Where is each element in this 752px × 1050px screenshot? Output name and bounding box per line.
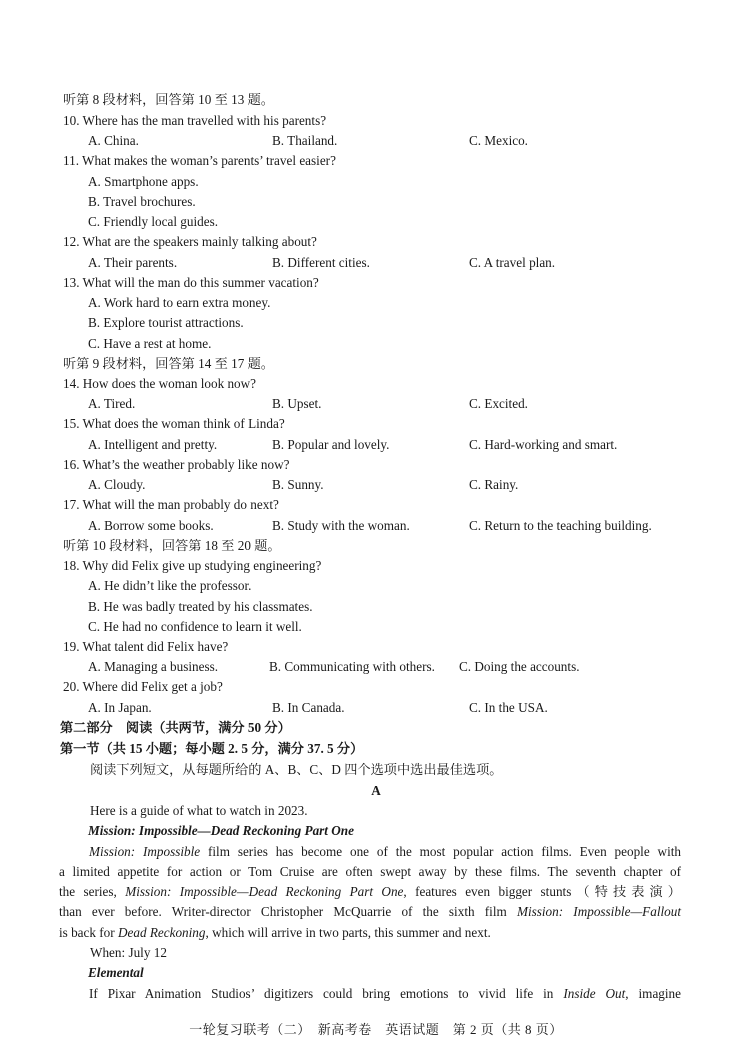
passage-line: the series, Mission: Impossible—Dead Reckoning Part One, features even bigger stunts（特技表演） xyxy=(59,884,681,899)
option-a: A. In Japan. xyxy=(88,700,152,715)
passage-intro: Here is a guide of what to watch in 2023. xyxy=(90,803,308,818)
question-stem: 14. How does the woman look now? xyxy=(63,376,257,391)
part-title: 第二部分 阅读（共两节，满分 50 分） xyxy=(60,720,291,735)
passage-line: is back for Dead Reckoning, which will arrive in two parts, this summer and next. xyxy=(59,925,491,940)
option-b: B. Sunny. xyxy=(272,477,324,492)
film-title: Mission: Impossible—Dead Reckoning Part One xyxy=(88,823,354,838)
option-c: C. A travel plan. xyxy=(469,255,556,270)
option-c: C. He had no confidence to learn it well. xyxy=(88,619,302,634)
instruction-text: 阅读下列短文，从每题所给的 A、B、C、D 四个选项中选出最佳选项。 xyxy=(90,762,503,777)
option-b: B. In Canada. xyxy=(272,700,345,715)
question-stem: 20. Where did Felix get a job? xyxy=(63,679,223,694)
option-b: B. Travel brochures. xyxy=(88,194,196,209)
option-a: A. China. xyxy=(88,133,139,148)
option-a: A. Managing a business. xyxy=(88,659,219,674)
option-c: C. Rainy. xyxy=(469,477,519,492)
option-c: C. Mexico. xyxy=(469,133,528,148)
option-a: A. Work hard to earn extra money. xyxy=(88,295,271,310)
film-title: Elemental xyxy=(88,965,144,980)
option-b: B. Popular and lovely. xyxy=(272,437,390,452)
option-a: A. Their parents. xyxy=(88,255,178,270)
question-stem: 18. Why did Felix give up studying engineering? xyxy=(63,558,322,573)
option-b: B. Explore tourist attractions. xyxy=(88,315,244,330)
option-c: C. Doing the accounts. xyxy=(459,659,580,674)
question-stem: 10. Where has the man travelled with his parents? xyxy=(63,113,327,128)
question-stem: 17. What will the man probably do next? xyxy=(63,497,279,512)
option-c: C. Hard-working and smart. xyxy=(469,437,618,452)
option-b: B. Upset. xyxy=(272,396,322,411)
section-heading: 听第 8 段材料，回答第 10 至 13 题。 xyxy=(63,92,274,107)
option-c: C. Friendly local guides. xyxy=(88,214,219,229)
option-b: B. Study with the woman. xyxy=(272,518,410,533)
section-heading: 听第 10 段材料，回答第 18 至 20 题。 xyxy=(63,538,281,553)
passage-line: Mission: Impossible film series has become one of the most popular action films. Even people with xyxy=(89,844,681,859)
question-stem: 11. What makes the woman’s parents’ travel easier? xyxy=(63,153,336,168)
question-stem: 19. What talent did Felix have? xyxy=(63,639,229,654)
release-date: When: July 12 xyxy=(90,945,167,960)
option-b: B. He was badly treated by his classmates. xyxy=(88,599,313,614)
option-a: A. Borrow some books. xyxy=(88,518,214,533)
page-footer: 一轮复习联考（二） 新高考卷 英语试题 第 2 页（共 8 页） xyxy=(189,1022,563,1037)
option-c: C. Return to the teaching building. xyxy=(469,518,652,533)
question-stem: 13. What will the man do this summer vacation? xyxy=(63,275,319,290)
section-heading: 听第 9 段材料，回答第 14 至 17 题。 xyxy=(63,356,274,371)
option-b: B. Thailand. xyxy=(272,133,338,148)
section-title: 第一节（共 15 小题；每小题 2. 5 分，满分 37. 5 分） xyxy=(60,741,364,756)
option-b: B. Different cities. xyxy=(272,255,370,270)
option-b: B. Communicating with others. xyxy=(269,659,435,674)
passage-line: a limited appetite for action or Tom Cruise are often swept away by these films. The seventh chapter of xyxy=(59,864,681,879)
option-a: A. Smartphone apps. xyxy=(88,174,199,189)
question-stem: 16. What’s the weather probably like now? xyxy=(63,457,290,472)
option-a: A. Tired. xyxy=(88,396,136,411)
option-c: C. Excited. xyxy=(469,396,528,411)
question-stem: 15. What does the woman think of Linda? xyxy=(63,416,285,431)
option-a: A. Cloudy. xyxy=(88,477,146,492)
option-a: A. Intelligent and pretty. xyxy=(88,437,218,452)
passage-line: than ever before. Writer-director Christopher McQuarrie of the sixth film Mission: Impossible—Fallout xyxy=(59,904,682,919)
passage-label: A xyxy=(371,783,381,798)
passage-line: If Pixar Animation Studios’ digitizers could bring emotions to vivid life in Inside Out, imagine xyxy=(89,986,681,1001)
option-c: C. Have a rest at home. xyxy=(88,336,212,351)
option-c: C. In the USA. xyxy=(469,700,548,715)
option-a: A. He didn’t like the professor. xyxy=(88,578,252,593)
question-stem: 12. What are the speakers mainly talking about? xyxy=(63,234,317,249)
